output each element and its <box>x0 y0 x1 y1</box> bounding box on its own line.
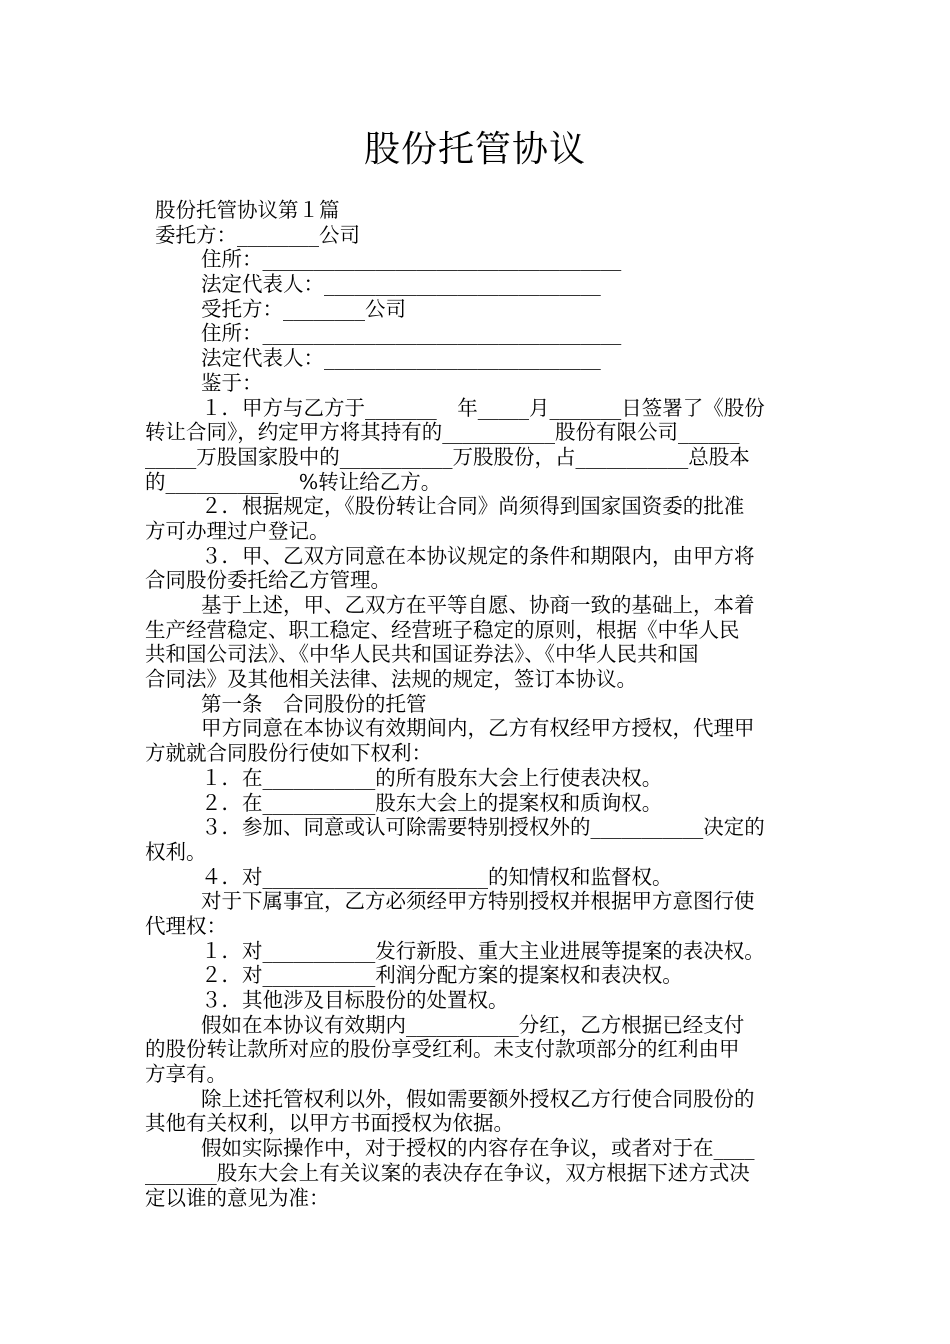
document-line: 住所：___________________________________ <box>201 247 622 272</box>
document-line: 代理权： <box>145 913 227 938</box>
document-line: 甲方同意在本协议有效期间内，乙方有权经甲方授权，代理甲 <box>201 716 755 741</box>
document-line: _______股东大会上有关议案的表决存在争议，双方根据下述方式决 <box>145 1160 750 1185</box>
document-line: 法定代表人：___________________________ <box>201 346 601 371</box>
document-line: 合同法》及其他相关法律、法规的规定，签订本协议。 <box>145 667 637 692</box>
document-line: 基于上述，甲、乙双方在平等自愿、协商一致的基础上，本着 <box>201 593 755 617</box>
document-line: ４．对______________________的知情权和监督权。 <box>201 864 673 889</box>
document-line: 共和国公司法》、《中华人民共和国证券法》、《中华人民共和国 <box>145 642 699 667</box>
document-line: 的___________ %转让给乙方。 <box>145 469 442 494</box>
document-line: 鉴于： <box>201 370 263 395</box>
document-line: 委托方：________公司 <box>155 222 360 247</box>
document-line: ２．对___________利润分配方案的提案权和表决权。 <box>201 963 683 988</box>
document-line: 方可办理过户登记。 <box>145 518 330 543</box>
document-line: ２．根据规定，《股份转让合同》尚须得到国家国资委的批准 <box>201 494 745 519</box>
document-line: 假如在本协议有效期内___________分红，乙方根据已经支付 <box>201 1012 745 1037</box>
document-line: 第一条 合同股份的托管 <box>201 691 427 716</box>
document-line: １．甲方与乙方于_______ 年_____月_______日签署了《股份 <box>201 395 765 420</box>
document-line: 的股份转让款所对应的股份享受红利。未支付款项部分的红利由甲 <box>145 1037 740 1062</box>
document-line: １．对___________发行新股、重大主业进展等提案的表决权。 <box>201 938 765 963</box>
document-line: １．在___________的所有股东大会上行使表决权。 <box>201 765 663 790</box>
document-line: 转让合同》，约定甲方将其持有的___________股份有限公司______ <box>145 420 740 445</box>
document-line: 对于下属事宜，乙方必须经甲方特别授权并根据甲方意图行使 <box>201 889 755 914</box>
document-line: ２．在___________股东大会上的提案权和质询权。 <box>201 790 663 815</box>
document-line: 股份托管协议第１篇 <box>155 198 340 222</box>
document-line: 生产经营稳定、职工稳定、经营班子稳定的原则，根据《中华人民 <box>145 617 740 642</box>
document-line: 方享有。 <box>145 1062 227 1087</box>
document-line: 住所：___________________________________ <box>201 321 622 346</box>
document-line: 除上述托管权利以外，假如需要额外授权乙方行使合同股份的 <box>201 1086 755 1111</box>
document-line: 其他有关权利，以甲方书面授权为依据。 <box>145 1111 514 1136</box>
document-line: 假如实际操作中，对于授权的内容存在争议，或者对于在____ <box>201 1136 755 1161</box>
document-line: 方就就合同股份行使如下权利： <box>145 741 432 766</box>
document-line: 权利。 <box>145 839 207 864</box>
document-line: 合同股份委托给乙方管理。 <box>145 568 391 593</box>
document-line: 定以谁的意见为准： <box>145 1185 330 1210</box>
document-line: ３．参加、同意或认可除需要特别授权外的___________决定的 <box>201 815 765 840</box>
document-line: ３．甲、乙双方同意在本协议规定的条件和期限内，由甲方将 <box>201 543 755 568</box>
document-line: ３．其他涉及目标股份的处置权。 <box>201 988 509 1012</box>
document-title: 股份托管协议 <box>363 129 586 170</box>
document-line: 受托方：________公司 <box>201 296 406 321</box>
document-body <box>145 198 810 1210</box>
document-line: 法定代表人：___________________________ <box>201 272 601 297</box>
document-line: _____万股国家股中的___________万股股份，占___________总股本 <box>145 444 750 469</box>
